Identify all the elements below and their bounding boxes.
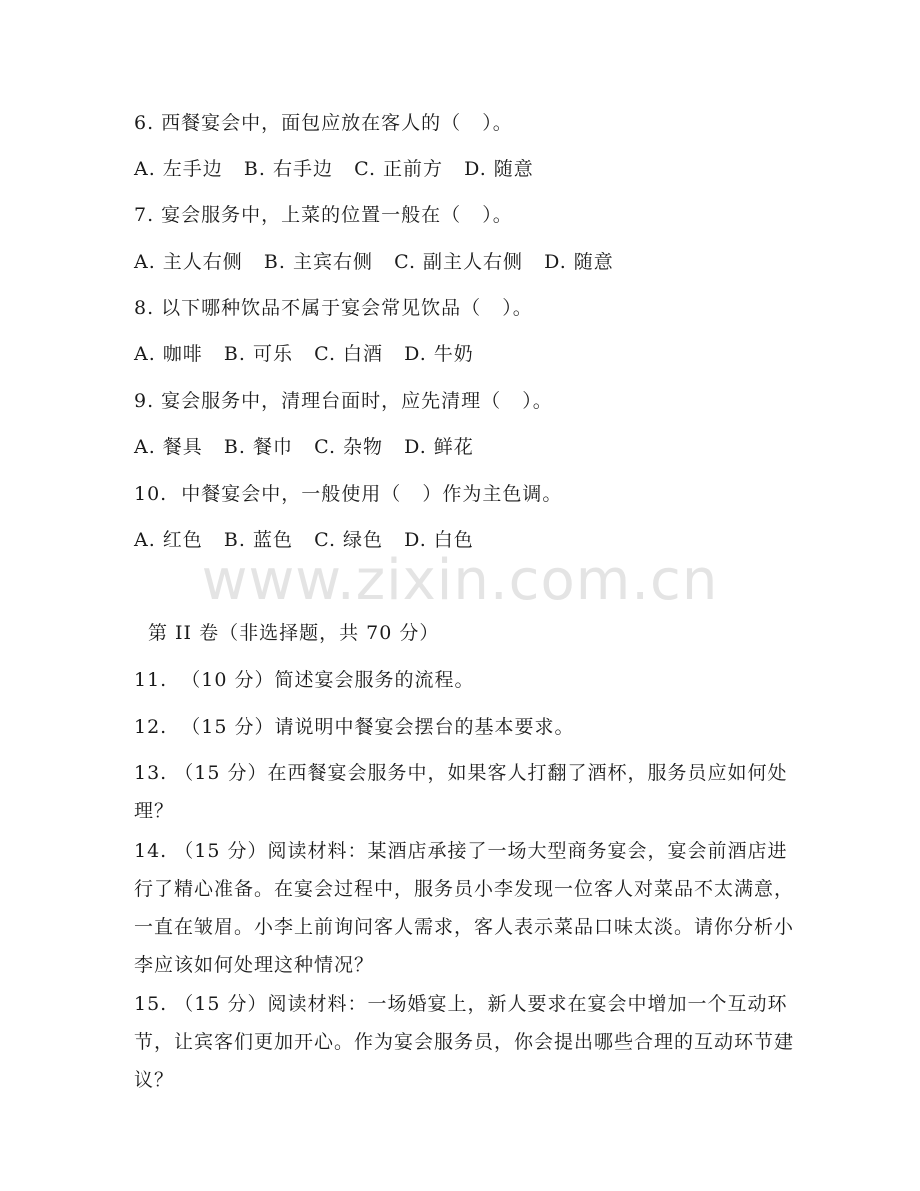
question-12: 12. （15 分）请说明中餐宴会摆台的基本要求。	[134, 716, 575, 738]
question-13: 13. （15 分）在西餐宴会服务中，如果客人打翻了酒杯，服务员应如何处理？	[134, 762, 788, 822]
watermark: www.zixin.com.cn	[201, 548, 719, 613]
question-10-options: A. 红色 B. 蓝色 C. 绿色 D. 白色	[134, 529, 474, 551]
question-8: 8. 以下哪种饮品不属于宴会常见饮品（ ）。	[134, 297, 533, 319]
question-9: 9. 宴会服务中，清理台面时，应先清理（ ）。	[134, 390, 553, 412]
question-9-options: A. 餐具 B. 餐巾 C. 杂物 D. 鲜花	[134, 436, 474, 458]
question-6: 6. 西餐宴会中，面包应放在客人的（ ）。	[134, 112, 513, 134]
question-8-options: A. 咖啡 B. 可乐 C. 白酒 D. 牛奶	[134, 343, 474, 365]
question-15: 15. （15 分）阅读材料：一场婚宴上，新人要求在宴会中增加一个互动环节，让宾客们更加开心。作为宴会服务员，你会提出哪些合理的互动环节建议？	[134, 993, 795, 1091]
question-7-options: A. 主人右侧 B. 主宾右侧 C. 副主人右侧 D. 随意	[134, 251, 614, 273]
question-14: 14. （15 分）阅读材料：某酒店承接了一场大型商务宴会，宴会前酒店进行了精心准备。在宴会过程中，服务员小李发现一位客人对菜品不太满意，一直在皱眉。小李上前询问客人需求，客人表示菜品口味太淡。请你分析小李应该如何处理这种情况？	[134, 840, 795, 976]
question-10: 10. 中餐宴会中，一般使用（ ）作为主色调。	[134, 483, 563, 505]
question-6-options: A. 左手边 B. 右手边 C. 正前方 D. 随意	[134, 158, 534, 180]
question-7: 7. 宴会服务中，上菜的位置一般在（ ）。	[134, 204, 513, 226]
question-11: 11. （10 分）简述宴会服务的流程。	[134, 669, 475, 691]
section-title: 第 II 卷（非选择题，共 70 分）	[148, 622, 440, 644]
